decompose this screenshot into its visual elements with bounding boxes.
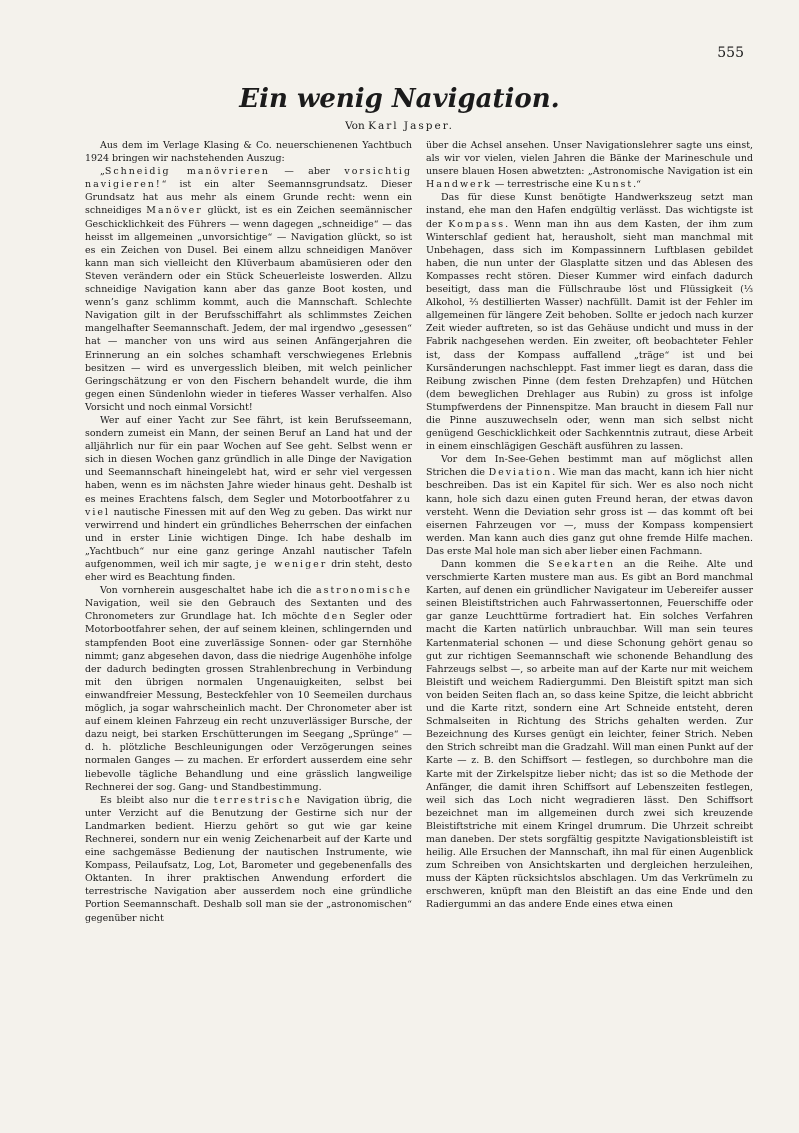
paragraph-continuation: über die Achsel ansehen. Unser Navigationslehrer sagte uns einst, als wir vor vielen, vielen Jahren die Bänke der Marineschule und unsere blauen Hosen abwetzten: „Astronomische Navigation ist ein Handwerk — terrestrische eine Kunst.“ (426, 140, 753, 191)
paragraph-astronomic: Von vornherein ausgeschaltet habe ich die astronomische Navigation, weil sie den Gebrauch des Sextanten und des Chronometers zur Grundlage hat. Ich möchte den Segler oder Motorbootfahrer sehen, der auf seinem kleinen, schlingernden und stampfenden Boot eine zuverlässige Sonnen- oder gar Sternhöhe nimmt; ganz abgesehen davon, dass die niedrige Augenhöhe infolge der dadurch bedingten grossen Strahlenbrechung in Verbindung mit den übrigen normalen Ungenauigkeiten, selbst bei einwandfreier Messung, Besteckfehler von 10 Seemeilen durchaus möglich, ja sogar wahrscheinlich macht. Der Chronometer aber ist auf einem kleinen Fahrzeug ein recht unzuverlässiger Bursche, der dazu neigt, bei starken Erschütterungen im Seegang „Sprünge“ — d. h. plötzliche Beschleunigungen oder Verzögerungen seines normalen Ganges — zu machen. Er erfordert ausserdem eine sehr liebevolle tägliche Behandlung und eine grässlich langweilige Rechnerei der sog. Gang- und Standbestimmung. (85, 585, 412, 793)
author-line (0, 120, 799, 132)
author-prefix: Von (345, 120, 365, 132)
paragraph-yachtsman: Wer auf einer Yacht zur See fährt, ist kein Berufsseemann, sondern zumeist ein Mann, der seinen Beruf an Land hat und der alljährlich nur für ein paar Wochen auf See geht. Selbst wenn er sich in diesen Wochen ganz gründlich in alle Dinge der Navigation und Seemannschaft hineingelebt hat, wird er sehr viel vergessen haben, wenn es im nächsten Jahre wieder hinaus geht. Deshalb ist es meines Erachtens falsch, dem Segler und Motorbootfahrer zu viel nautische Finessen mit auf den Weg zu geben. Das wirkt nur verwirrend und hindert ein gründliches Beherrschen der einfachen und in erster Linie wichtigen Dinge. Ich habe deshalb im „Yachtbuch“ nur eine ganz geringe Anzahl nautischer Tafeln aufgenommen, weil ich mir sagte, je weniger drin steht, desto eher wird es Beachtung finden. (85, 414, 412, 584)
paragraph-deviation: Vor dem In-See-Gehen bestimmt man auf möglichst allen Strichen die Deviation. Wie man das macht, kann ich hier nicht beschreiben. Das ist ein Kapitel für sich. Wer es also noch nicht kann, hole sich dazu einen guten Freund heran, der etwas davon versteht. Wenn die Deviation sehr gross ist — das kommt oft bei eisernen Fahrzeugen vor —, muss der Kompass kompensiert werden. Man kann auch dies ganz gut ohne fremde Hilfe machen. Das erste Mal hole man sich aber lieber einen Fachmann. (426, 454, 753, 557)
paragraph-terrestrial: Es bleibt also nur die terrestrische Navigation übrig, die unter Verzicht auf die Benutzung der Gestirne sich nur der Landmarken bedient. Hierzu gehört so gut wie gar keine Rechnerei, sondern nur ein wenig Zeichenarbeit auf der Karte und eine sachgemässe Bedienung der nautischen Instrumente, wie Kompass, Peilaufsatz, Log, Lot, Barometer und gegebenenfalls des Oktanten. In ihrer praktischen Anwendung erfordert die terrestrische Navigation aber ausserdem noch eine gründliche Portion Seemannschaft. Deshalb soll man sie der „astronomischen“ gegenüber nicht (85, 794, 413, 924)
paragraph-charts: Dann kommen die Seekarten an die Reihe. Alte und verschmierte Karten mustere man aus. Es gibt an Bord manchmal Karten, auf denen ein gründlicher Navigateur im Uebereifer ausser seinen Bleistiftstrichen auch Fahrwassertonnen, Feuerschiffe oder gar ganze Leuchttürme fortradiert hat. Ein solches Verfahren macht die Karten natürlich unbrauchbar. Will man sein teures Kartenmaterial schonen — und diese Schonung gehört genau so gut zur richtigen Seemannschaft wie schonende Behandlung des Fahrzeugs selbst —, so arbeite man auf der Karte nur mit weichem Bleistift und weichem Radiergummi. Den Bleistift spitzt man sich von beiden Seiten flach an, so dass keine Spitze, die leicht abbricht und die Karte ritzt, sondern eine Art Schneide entsteht, deren Schmalseiten in Richtung des Strichs gehalten werden. Zur Bezeichnung des Kurses genügt ein leichter, feiner Strich. Neben den Strich schreibt man die Gradzahl. Will man einen Punkt auf der Karte — z. B. den Schiffsort — festlegen, so durchbohre man die Karte mit der Zirkelspitze lieber nicht; das ist so die Methode der Anfänger, die damit ihren Schiffsort auf Lebenszeiten festlegen, weil sich das Loch nicht wegradieren lässt. Den Schiffsort bezeichnet man im allgemeinen durch zwei sich kreuzende Bleistiftstriche mit einem Kringel drumrum. Die Uhrzeit schreibt man daneben. Der stets sorgfältig gespitzte Navigationsbleistift ist heilig. Alle Ersuchen der Mannschaft, ihn mal für einen Augenblick zum Schreiben von Ansichtskarten und dergleichen herzuleihen, muss der Käpten rücksichtslos abschlagen. Um das Verkrümeln zu erschweren, knüpft man den Bleistift an das eine Ende und den Radiergummi an das andere Ende eines etwa einen (426, 559, 753, 911)
author-name: Karl Jasper. (368, 120, 454, 132)
page-number: 555 (717, 45, 744, 61)
article-title: Ein wenig Navigation. (239, 84, 560, 114)
left-column (85, 139, 412, 925)
paragraph-motto: „Schneidig manövrieren — aber vorsichtig navigieren!“ ist ein alter Seemannsgrundsatz. Dieser Grundsatz hat aus mehr als einem Grunde recht: wenn ein schneidiges Manöver glückt, ist es ein Zeichen seemännischer Geschicklichkeit des Führers — wenn dagegen „schneidige“ — das heisst im allgemeinen „unvorsichtige“ — Navigation glückt, so ist es ein Zeichen von Dusel. Bei einem allzu schneidigen Manöver kann man sich vielleicht den Klüverbaum abamüsieren oder den Steven verändern oder ein Stück Scheuerleiste loswerden. Allzu schneidige Navigation kann aber das ganze Boot kosten, und wenn’s ganz schlimm kommt, auch die Mannschaft. Schlechte Navigation gilt in der Berufsschiffahrt als schlimmstes Zeichen mangelhafter Seemannschaft. Jedem, der mal irgendwo „gesessen“ hat — mancher von uns wird aus seinen Anfängerjahren die Erinnerung an ein solches schamhaft verschwiegenes Erlebnis besitzen — wird es unvergesslich bleiben, mit welch peinlicher Geringschätzung er von den Fischern behandelt wurde, die ihm gegen einen Sündenlohn wieder in tieferes Wasser verhalfen. Also Vorsicht und noch einmal Vorsicht! (85, 166, 412, 413)
right-column (426, 139, 753, 912)
paragraph-compass: Das für diese Kunst benötigte Handwerkszeug setzt man instand, ehe man den Hafen endgültig verlässt. Das wichtigste ist der Kompass. Wenn man ihn aus dem Kasten, der ihm zum Winterschlaf gedient hat, herausholt, sieht man manchmal mit Unbehagen, dass sich im Kompassinnern Luftblasen gebildet haben, die nun unter der Glasplatte sitzen und das Ablesen des Kompasses recht stören. Dieser Kummer wird einfach dadurch beseitigt, dass man die Füllschraube löst und Flüssigkeit (⅓ Alkohol, ⅔ destillierten Wasser) nachfüllt. Damit ist der Fehler im allgemeinen für längere Zeit behoben. Sollte er jedoch nach kurzer Zeit wieder auftreten, so ist das Gehäuse undicht und muss in der Fabrik nachgesehen werden. Ein zweiter, oft beobachteter Fehler ist, dass der Kompass auffallend „träge“ ist und bei Kursänderungen nachschleppt. Fast immer liegt es daran, dass die Reibung zwischen Pinne (dem festen Drehzapfen) und Hütchen (dem beweglichen Drehlager aus Rubin) zu gross ist infolge Stumpfwerdens der Pinnenspitze. Man braucht in diesem Fall nur die Pinne auszuwechseln oder, wenn man sich selbst nicht genügend Geschicklichkeit oder Sachkenntnis zutraut, diese Arbeit in einem einschlägigen Geschäft ausführen zu lassen. (426, 192, 754, 453)
paragraph-intro: Aus dem im Verlage Klasing & Co. neuerschienenen Yachtbuch 1924 bringen wir nachstehenden Auszug: (85, 140, 412, 165)
